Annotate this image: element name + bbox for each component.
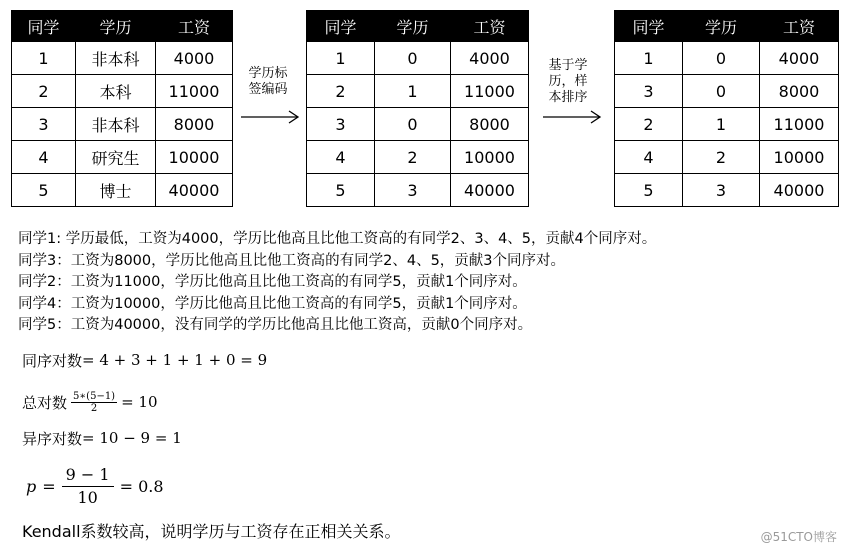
table-header-row	[615, 11, 839, 42]
cell-salary: 4000	[156, 42, 233, 75]
cell-student: 4	[12, 141, 76, 174]
p-numerator: 9 − 1	[65, 464, 110, 484]
cell-education: 研究生	[76, 141, 156, 174]
encode-label-line2: 签编码	[248, 82, 288, 97]
header-salary: 工资	[760, 11, 839, 42]
table-header-row	[12, 11, 233, 42]
header-education: 学历	[76, 11, 156, 42]
cell-education: 2	[683, 141, 760, 174]
table-row	[307, 174, 529, 207]
cell-education: 0	[683, 75, 760, 108]
total-pairs-formula	[22, 385, 158, 419]
cell-education: 2	[375, 141, 451, 174]
cell-education: 3	[683, 174, 760, 207]
cell-salary: 8000	[760, 75, 839, 108]
sort-label-line1: 基于学	[548, 58, 588, 73]
sort-arrow-label	[538, 58, 598, 106]
concordant-label: 同序对数	[22, 351, 83, 370]
table-row	[307, 108, 529, 141]
cell-salary: 10000	[156, 141, 233, 174]
sorted-table	[614, 10, 839, 207]
table-row	[12, 75, 233, 108]
table-row	[615, 174, 839, 207]
concordant-formula	[22, 349, 267, 371]
cell-student: 5	[12, 174, 76, 207]
cell-student: 2	[615, 108, 683, 141]
table-row	[615, 75, 839, 108]
explanation-list	[18, 229, 838, 337]
cell-student: 4	[615, 141, 683, 174]
encode-arrow-label	[238, 66, 298, 98]
cell-student: 5	[615, 174, 683, 207]
original-table	[11, 10, 233, 207]
encode-arrow	[240, 110, 300, 124]
cell-salary: 40000	[760, 174, 839, 207]
total-result: = 10	[121, 393, 158, 411]
cell-student: 5	[307, 174, 375, 207]
cell-education: 0	[683, 42, 760, 75]
header-salary: 工资	[156, 11, 233, 42]
cell-education: 0	[375, 42, 451, 75]
table-row	[12, 174, 233, 207]
cell-education: 博士	[76, 174, 156, 207]
p-fraction	[62, 466, 114, 506]
table-row	[615, 42, 839, 75]
discordant-formula	[22, 427, 182, 449]
cell-student: 3	[12, 108, 76, 141]
header-student: 同学	[615, 11, 683, 42]
cell-salary: 40000	[156, 174, 233, 207]
p-variable: p	[26, 476, 37, 496]
total-numerator: 5∗(5−1)	[73, 390, 116, 402]
header-education: 学历	[683, 11, 760, 42]
kendall-p-formula	[22, 462, 164, 510]
cell-student: 1	[12, 42, 76, 75]
table-header-row	[307, 11, 529, 42]
cell-salary: 11000	[156, 75, 233, 108]
cell-salary: 11000	[760, 108, 839, 141]
cell-education: 1	[375, 75, 451, 108]
cell-education: 0	[375, 108, 451, 141]
encode-label-line1: 学历标	[248, 66, 288, 81]
cell-education: 非本科	[76, 108, 156, 141]
table-row	[307, 75, 529, 108]
cell-education: 非本科	[76, 42, 156, 75]
encoded-table	[306, 10, 529, 207]
table-row	[307, 141, 529, 174]
cell-student: 3	[307, 108, 375, 141]
sort-label-line2: 历，样	[548, 74, 588, 89]
header-salary: 工资	[451, 11, 529, 42]
cell-student: 1	[615, 42, 683, 75]
cell-salary: 8000	[451, 108, 529, 141]
cell-salary: 10000	[451, 141, 529, 174]
cell-salary: 11000	[451, 75, 529, 108]
cell-education: 3	[375, 174, 451, 207]
sort-label-line3: 本排序	[548, 90, 588, 105]
cell-salary: 40000	[451, 174, 529, 207]
cell-student: 2	[12, 75, 76, 108]
cell-student: 4	[307, 141, 375, 174]
table-row	[12, 108, 233, 141]
p-denominator: 10	[77, 487, 98, 507]
cell-education: 1	[683, 108, 760, 141]
explanation-line: 同学3：工资为8000，学历比他高且比他工资高的有同学2、4、5，贡献3个同序对。	[18, 252, 566, 269]
table-row	[307, 42, 529, 75]
header-education: 学历	[375, 11, 451, 42]
explanation-line: 同学5：工资为40000，没有同学的学历比他高且比他工资高，贡献0个同序对。	[18, 317, 533, 333]
header-student: 同学	[307, 11, 375, 42]
header-student: 同学	[12, 11, 76, 42]
cell-education: 本科	[76, 75, 156, 108]
explanation-line: 同学1: 学历最低，工资为4000，学历比他高且比他工资高的有同学2、3、4、5，贡献4个同序对。	[18, 231, 657, 247]
cell-student: 2	[307, 75, 375, 108]
p-result: = 0.8	[119, 476, 164, 496]
cell-salary: 4000	[451, 42, 529, 75]
p-equals: =	[42, 476, 56, 496]
conclusion-text: Kendall系数较高，说明学历与工资存在正相关关系。	[22, 522, 401, 541]
cell-student: 1	[307, 42, 375, 75]
cell-salary: 8000	[156, 108, 233, 141]
table-row	[615, 141, 839, 174]
cell-salary: 10000	[760, 141, 839, 174]
discordant-expression: = 10 − 9 = 1	[82, 429, 182, 447]
total-fraction	[71, 391, 117, 414]
cell-student: 3	[615, 75, 683, 108]
sort-arrow	[542, 110, 602, 124]
cell-salary: 4000	[760, 42, 839, 75]
explanation-line: 同学2：工资为11000，学历比他高且比他工资高的有同学5，贡献1个同序对。	[18, 274, 527, 290]
concordant-expression: = 4 + 3 + 1 + 1 + 0 = 9	[82, 351, 268, 369]
table-row	[615, 108, 839, 141]
explanation-line: 同学4：工资为10000，学历比他高且比他工资高的有同学5，贡献1个同序对。	[18, 295, 527, 312]
table-row	[12, 141, 233, 174]
table-row	[12, 42, 233, 75]
total-denominator: 2	[90, 402, 98, 414]
total-label: 总对数	[22, 393, 68, 412]
discordant-label: 异序对数	[22, 429, 83, 448]
watermark: @51CTO博客	[760, 530, 837, 544]
